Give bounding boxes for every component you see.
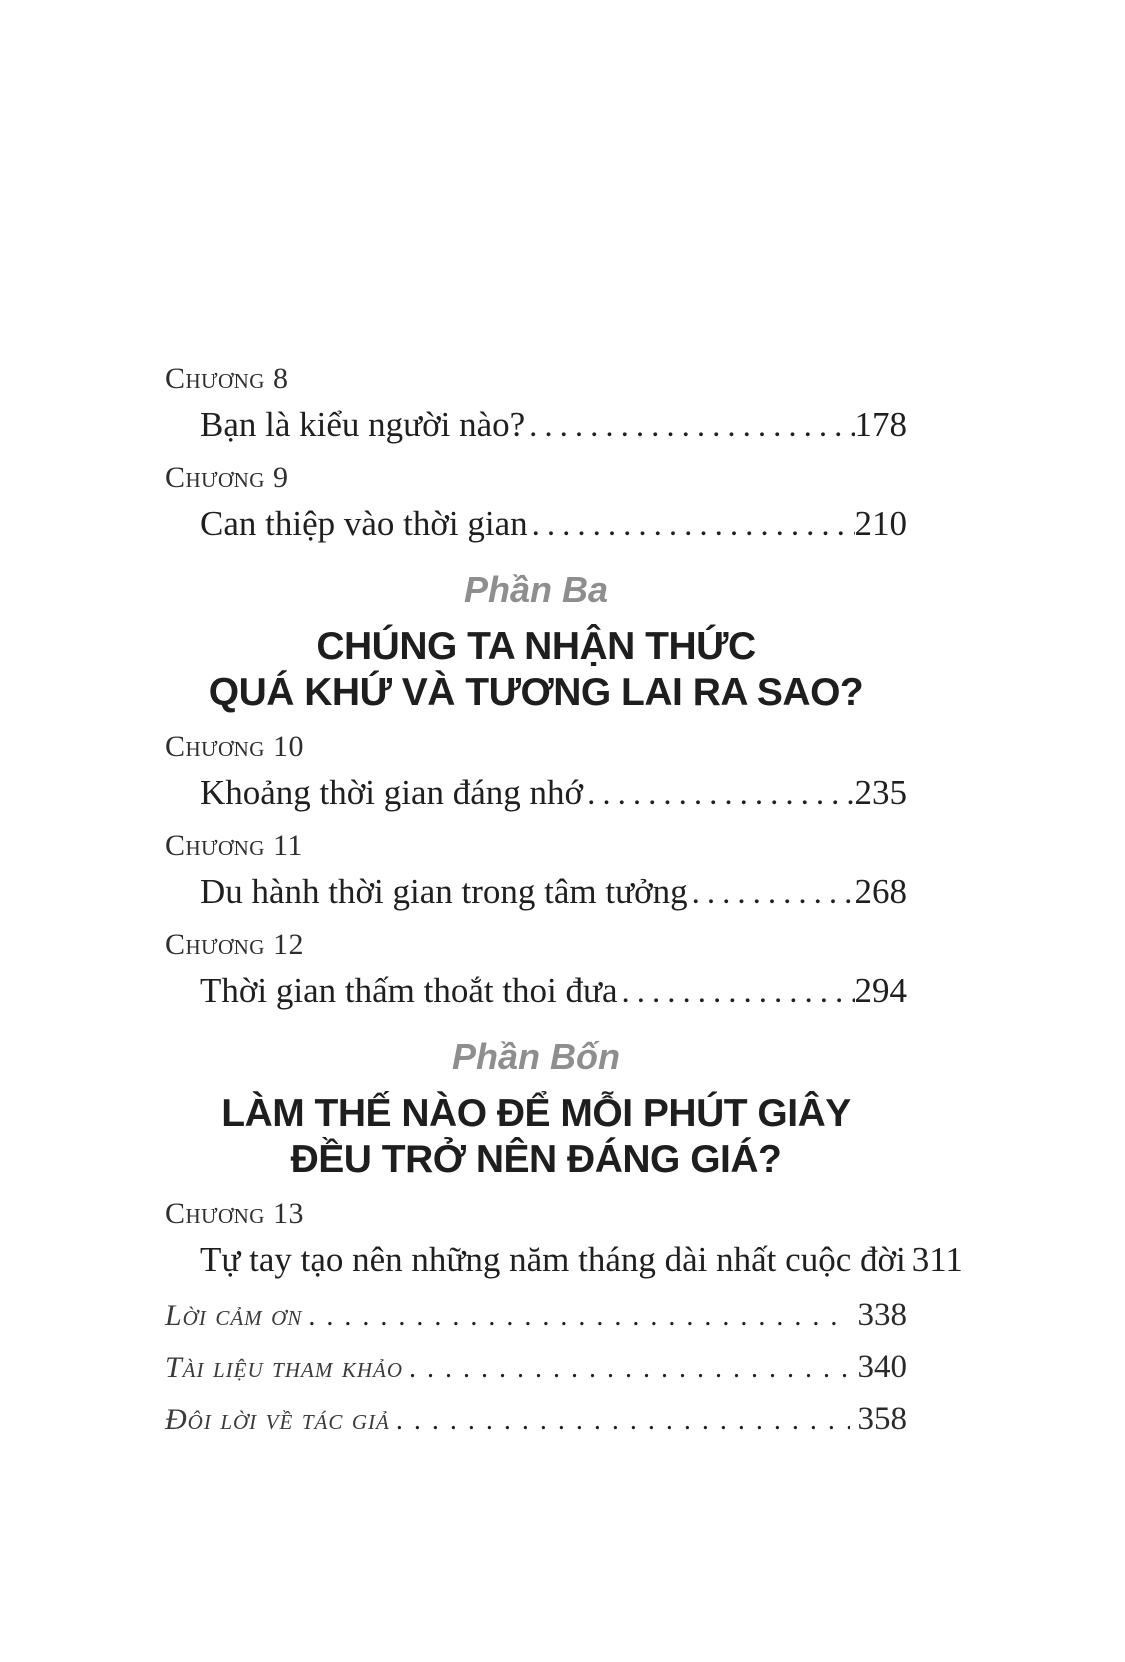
chapter-title-row bbox=[165, 770, 907, 817]
part-title bbox=[165, 1091, 907, 1183]
chapter-number-label: Chương 10 bbox=[165, 730, 304, 763]
back-matter-list bbox=[165, 1290, 907, 1446]
chapter-title: Bạn là kiểu người nào? bbox=[200, 405, 526, 444]
back-matter-row bbox=[165, 1290, 907, 1342]
page-number: 235 bbox=[854, 773, 907, 812]
page-number: 340 bbox=[857, 1349, 907, 1385]
part-title-line: ĐỀU TRỞ NÊN ĐÁNG GIÁ? bbox=[290, 1138, 782, 1181]
part-title-line: CHÚNG TA NHẬN THỨC bbox=[316, 625, 756, 668]
chapter-title: Can thiệp vào thời gian bbox=[200, 504, 528, 543]
page-number: 358 bbox=[857, 1401, 907, 1437]
part-label: Phần Bốn bbox=[452, 1036, 620, 1077]
back-matter-title: Lời cảm ơn bbox=[165, 1299, 303, 1332]
part-title-line: QUÁ KHỨ VÀ TƯƠNG LAI RA SAO? bbox=[208, 671, 864, 714]
dot-leader bbox=[525, 403, 854, 449]
dot-leader bbox=[528, 502, 855, 548]
back-matter-row bbox=[165, 1394, 907, 1446]
page-number: 178 bbox=[854, 405, 907, 444]
toc-chapter-entry bbox=[165, 922, 907, 1015]
toc-chapter-entry bbox=[165, 455, 907, 548]
page-number: 311 bbox=[911, 1240, 963, 1279]
chapter-title-row bbox=[165, 1237, 963, 1284]
page-number: 294 bbox=[854, 971, 907, 1010]
chapter-title-row bbox=[165, 968, 907, 1015]
table-of-contents bbox=[165, 356, 963, 1446]
toc-chapter-entry bbox=[165, 356, 907, 449]
chapter-title-row bbox=[165, 869, 907, 916]
back-matter-row bbox=[165, 1342, 907, 1394]
page-number: 338 bbox=[857, 1297, 907, 1333]
page-number: 210 bbox=[854, 504, 907, 543]
chapter-title: Thời gian thấm thoắt thoi đưa bbox=[200, 971, 618, 1010]
chapter-number-label: Chương 11 bbox=[165, 829, 303, 862]
chapter-title: Tự tay tạo nên những năm tháng dài nhất cuộc đời bbox=[200, 1240, 906, 1279]
chapter-number-label: Chương 13 bbox=[165, 1197, 304, 1230]
dot-leader bbox=[390, 1396, 850, 1446]
chapter-title: Du hành thời gian trong tâm tưởng bbox=[200, 872, 688, 911]
toc-chapter-entry bbox=[165, 724, 907, 817]
chapter-title-row bbox=[165, 501, 907, 548]
page-number: 268 bbox=[854, 872, 907, 911]
part-label: Phần Ba bbox=[463, 569, 609, 610]
chapter-number-label: Chương 12 bbox=[165, 928, 304, 961]
toc-chapter-entry bbox=[165, 1191, 963, 1284]
chapter-title-row bbox=[165, 402, 907, 449]
chapter-title: Khoảng thời gian đáng nhớ bbox=[200, 773, 584, 812]
chapter-number-label: Chương 8 bbox=[165, 362, 289, 395]
dot-leader bbox=[618, 969, 855, 1015]
part-title bbox=[165, 624, 907, 716]
chapter-number-label: Chương 9 bbox=[165, 461, 289, 494]
dot-leader bbox=[583, 771, 854, 817]
dot-leader bbox=[302, 1292, 849, 1342]
toc-chapter-entry bbox=[165, 823, 907, 916]
dot-leader bbox=[688, 870, 855, 916]
part-title-line: LÀM THẾ NÀO ĐỂ MỖI PHÚT GIÂY bbox=[221, 1092, 851, 1135]
toc-part-heading bbox=[165, 562, 907, 716]
back-matter-title: Đôi lời về tác giả bbox=[165, 1403, 390, 1436]
back-matter-title: Tài liệu tham khảo bbox=[165, 1351, 404, 1384]
dot-leader bbox=[403, 1344, 849, 1394]
toc-part-heading bbox=[165, 1029, 907, 1183]
